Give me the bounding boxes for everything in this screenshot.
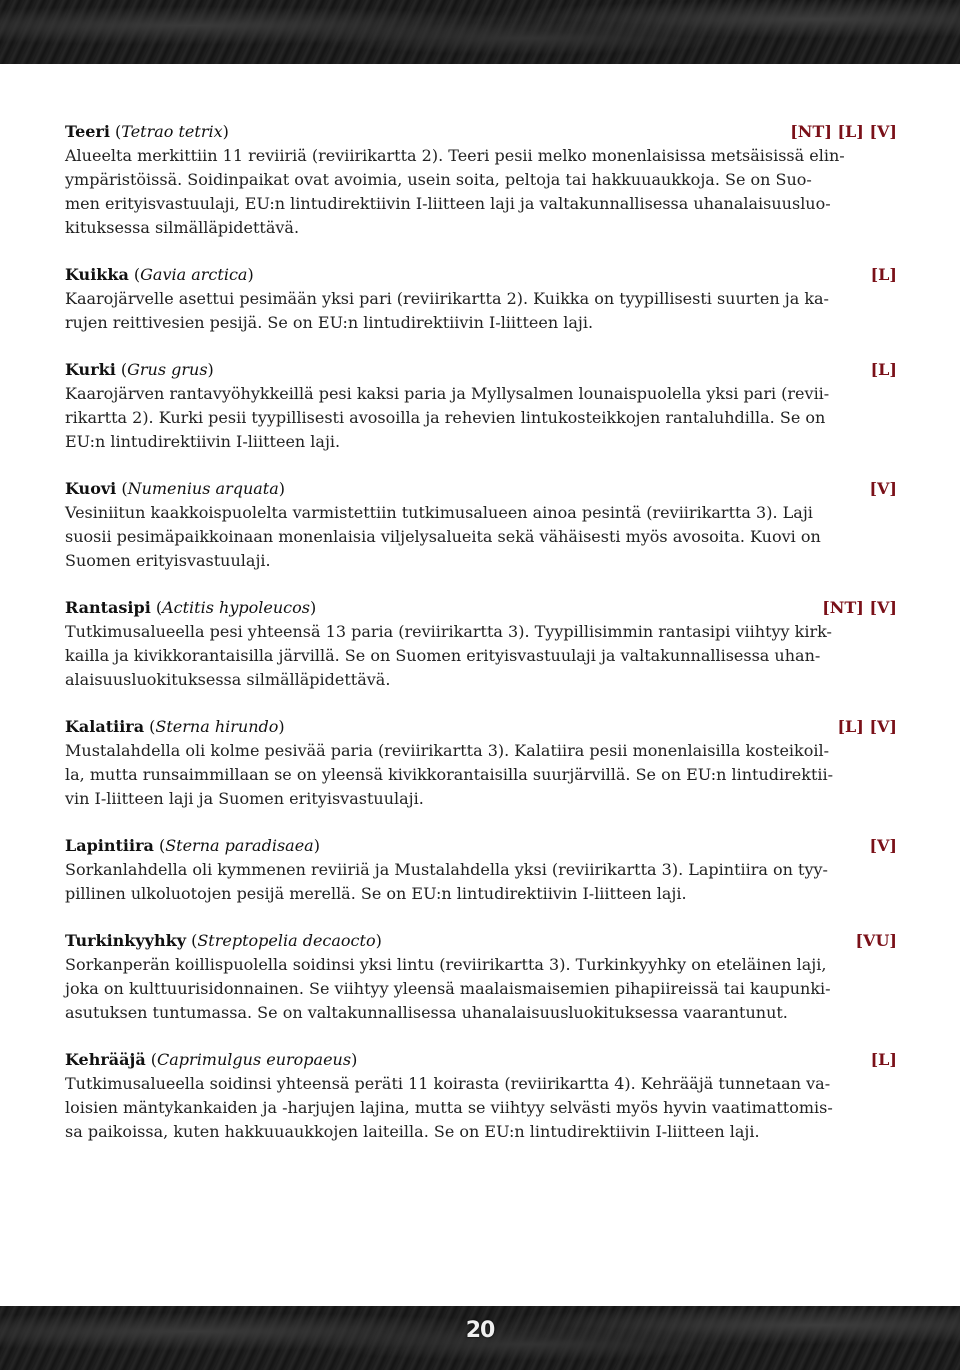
species-entry-lapintiira: [65, 834, 897, 906]
species-status: [NT] [V]: [822, 598, 897, 617]
species-description: Sorkanperän koillispuolella soidinsi yksi lintu (reviirikartta 3). Turkinkyyhky on eteläinen laji, joka on kulttuurisidonnainen. Se viihtyy yleensä maalaismaisemien pihapiireissä tai kaupunki- asutuksen tuntumassa. Se on valtakunnallisessa uhanalaisuusluokituksessa vaarantunut.: [65, 955, 831, 1022]
species-latin-name: Grus grus: [127, 360, 208, 379]
species-description: Sorkanlahdella oli kymmenen reviiriä ja Mustalahdella yksi (reviirikartta 3). Lapintiira on tyy- pillinen ulkoluotojen pesijä merellä. Se on EU:n lintudirektiivin I-liitteen laji.: [65, 860, 828, 903]
species-status: [L] [V]: [837, 717, 897, 736]
species-entry-rantasipi: [65, 596, 897, 692]
species-status: [V]: [869, 479, 897, 498]
species-description: Mustalahdella oli kolme pesivää paria (reviirikartta 3). Kalatiira pesii monenlaisilla kosteikoil- la, mutta runsaimmillaan se on yleensä kivikkorantaisilla suurjärvillä. Se on EU:n lintudirektii- vin I-liitteen laji ja Suomen erityisvastuulaji.: [65, 741, 834, 808]
species-description: Kaarojärvelle asettui pesimään yksi pari (reviirikartta 2). Kuikka on tyypillisesti suurten ja ka- rujen reittivesien pesijä. Se on EU:n lintudirektiivin I-liitteen laji.: [65, 289, 829, 332]
species-name: Kurki: [65, 360, 116, 379]
species-name: Kalatiira: [65, 717, 145, 736]
species-entry-kalatiira: [65, 715, 897, 811]
species-name: Lapintiira: [65, 836, 154, 855]
species-heading: Kurki (Grus grus) [L]: [65, 358, 897, 382]
species-status: [VU]: [855, 931, 897, 950]
species-heading: Turkinkyyhky (Streptopelia decaocto) [VU]: [65, 929, 897, 953]
species-description: Vesiniitun kaakkoispuolelta varmistettiin tutkimusalueen ainoa pesintä (reviirikartta 3). Laji suosii pesimäpaikkoinaan monenlaisia viljelysalueita sekä vähäisesti myös avosoita. Kuovi on Suomen erityisvastuulaji.: [65, 503, 821, 570]
species-entry-kurki: [65, 358, 897, 454]
species-latin-name: Tetrao tetrix: [121, 122, 223, 141]
species-heading: Teeri (Tetrao tetrix) [NT] [L] [V]: [65, 120, 897, 144]
species-name: Kuikka: [65, 265, 129, 284]
species-status: [L]: [870, 1050, 897, 1069]
species-description: Alueelta merkittiin 11 reviiriä (reviirikartta 2). Teeri pesii melko monenlaisissa metsäisissä elin- ympäristöissä. Soidinpaikat ovat avoimia, usein soita, peltoja tai hakkuuaukkoja. Se on Suo- men erityisvastuulaji, EU:n lintudirektiivin I-liitteen laji ja valtakunnallisessa uhanalaisuusluo- kituksessa silmälläpidettävä.: [65, 146, 845, 237]
species-list: [65, 120, 897, 1167]
species-heading: Lapintiira (Sterna paradisaea) [V]: [65, 834, 897, 858]
species-heading: Kuikka (Gavia arctica) [L]: [65, 263, 897, 287]
species-status: [V]: [869, 836, 897, 855]
species-entry-kehraaja: [65, 1048, 897, 1144]
species-latin-name: Actitis hypoleucos: [162, 598, 310, 617]
species-latin-name: Sterna paradisaea: [165, 836, 314, 855]
species-entry-kuikka: [65, 263, 897, 335]
species-heading: Kalatiira (Sterna hirundo) [L] [V]: [65, 715, 897, 739]
species-entry-kuovi: [65, 477, 897, 573]
species-heading: Kuovi (Numenius arquata) [V]: [65, 477, 897, 501]
species-name: Rantasipi: [65, 598, 151, 617]
species-description: Tutkimusalueella pesi yhteensä 13 paria (reviirikartta 3). Tyypillisimmin rantasipi viihtyy kirk- kailla ja kivikkorantaisilla järvillä. Se on Suomen erityisvastuulaji ja valtakunnallisessa uhan- alaisuusluokituksessa silmälläpidettävä.: [65, 622, 832, 689]
species-latin-name: Caprimulgus europaeus: [157, 1050, 352, 1069]
species-heading: Rantasipi (Actitis hypoleucos) [NT] [V]: [65, 596, 897, 620]
species-latin-name: Numenius arquata: [127, 479, 279, 498]
species-name: Teeri: [65, 122, 110, 141]
species-heading: Kehrääjä (Caprimulgus europaeus) [L]: [65, 1048, 897, 1072]
species-status: [L]: [870, 360, 897, 379]
species-entry-turkinkyyhky: [65, 929, 897, 1025]
species-name: Kehrääjä: [65, 1050, 146, 1069]
species-latin-name: Streptopelia decaocto: [197, 931, 376, 950]
species-status: [L]: [870, 265, 897, 284]
species-name: Kuovi: [65, 479, 117, 498]
species-latin-name: Sterna hirundo: [155, 717, 279, 736]
species-status: [NT] [L] [V]: [790, 122, 897, 141]
species-description: Kaarojärven rantavyöhykkeillä pesi kaksi paria ja Myllysalmen lounaispuolella yksi pari (revii- rikartta 2). Kurki pesii tyypillisesti avosoilla ja rehevien lintukosteikkojen rantaluhdilla. Se on EU:n lintudirektiivin I-liitteen laji.: [65, 384, 830, 451]
species-entry-teeri: [65, 120, 897, 240]
header-texture-band: [0, 0, 960, 64]
species-latin-name: Gavia arctica: [140, 265, 248, 284]
species-description: Tutkimusalueella soidinsi yhteensä peräti 11 koirasta (reviirikartta 4). Kehrääjä tunnetaan va- loisien mäntykankaiden ja -harjujen lajina, mutta se viihtyy selvästi myös hyvin vaatimattomis- sa paikoissa, kuten hakkuuaukkojen laiteilla. Se on EU:n lintudirektiivin I-liitteen laji.: [65, 1074, 833, 1141]
page-number: 20: [465, 1318, 495, 1343]
species-name: Turkinkyyhky: [65, 931, 186, 950]
